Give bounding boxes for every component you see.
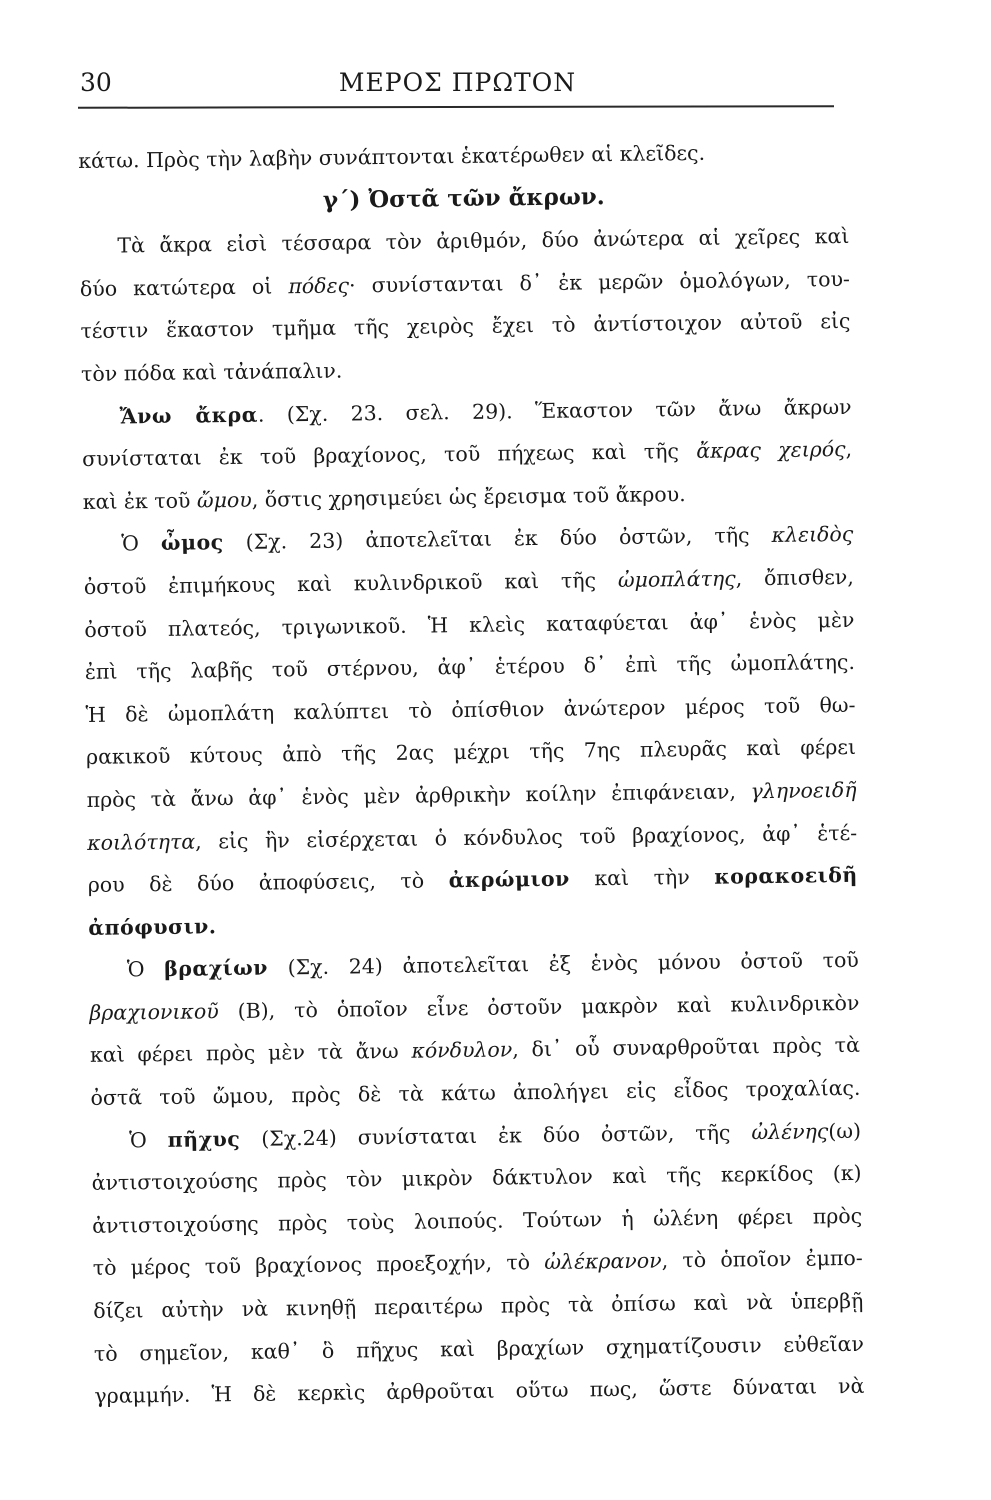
text-line: καὶ φέρει πρὸς μὲν τὰ ἄνω κόνδυλον, δι᾽ οὗ συναρθροῦται πρὸς τὰ — [89, 1033, 861, 1068]
header-rule — [78, 105, 834, 109]
text-line: ρακικοῦ κύτους ἀπὸ τῆς 2ας μέχρι τῆς 7ης πλευρᾶς καὶ φέρει — [85, 735, 857, 770]
text-line: τὸ σημεῖον, καθ᾽ ὃ πῆχυς καὶ βραχίων σχηματίζουσιν εὐθεῖαν — [93, 1331, 864, 1366]
text-line: συνίσταται ἐκ τοῦ βραχίονος, τοῦ πήχεως καὶ τῆς ἄκρας χειρός, — [82, 437, 853, 472]
text-line: καὶ ἐκ τοῦ ὤμου, ὅστις χρησιμεύει ὡς ἔρεισμα τοῦ ἄκρου. — [82, 481, 686, 514]
text-line: πρὸς τὰ ἄνω ἀφ᾽ ἑνὸς μὲν ἀρθρικὴν κοίλην ἐπιφάνειαν, γληνοειδῆ — [86, 777, 857, 812]
text-line: ὀστᾶ τοῦ ὤμου, πρὸς δὲ τὰ κάτω ἀπολήγει εἰς εἶδος τροχαλίας. — [90, 1075, 861, 1110]
text-line: ὀστοῦ ἐπιμήκους καὶ κυλινδρικοῦ καὶ τῆς ὠμοπλάτης, ὄπισθεν, — [83, 564, 854, 599]
text-line: ἀντιστοιχούσης πρὸς τὸν μικρὸν δάκτυλον καὶ τῆς κερκίδος (κ) — [91, 1161, 862, 1196]
page-header — [80, 68, 835, 108]
text-line: τέστιν ἕκαστον τμῆμα τῆς χειρὸς ἔχει τὸ ἀντίστοιχον αὐτοῦ εἰς — [80, 309, 851, 344]
text-line: ἀντιστοιχούσης πρὸς τοὺς λοιπούς. Τούτων ἡ ὠλένη φέρει πρὸς — [92, 1203, 863, 1238]
text-line: ὀστοῦ πλατεός, τριγωνικοῦ. Ἡ κλεὶς καταφύεται ἀφ᾽ ἑνὸς μὲν — [84, 607, 855, 642]
text-line: βραχιονικοῦ (Β), τὸ ὁποῖον εἶνε ὀστοῦν μακρὸν καὶ κυλινδρικὸν — [89, 990, 860, 1025]
section-heading: γ΄) Ὀστᾶ τῶν ἄκρων. — [322, 182, 605, 214]
text-line: Ἡ δὲ ὠμοπλάτη καλύπτει τὸ ὀπίσθιον ἀνώτερον μέρος τοῦ θω- — [85, 692, 856, 727]
text-line: γραμμήν. Ἡ δὲ κερκὶς ἀρθροῦται οὕτω πως, ὥστε δύναται νὰ — [94, 1374, 865, 1409]
text-line: τὸν πόδα καὶ τἀνάπαλιν. — [80, 358, 343, 386]
text-line: Ὁ βραχίων (Σχ. 24) ἀποτελεῖται ἐξ ἑνὸς μόνου ὀστοῦ τοῦ — [126, 948, 859, 982]
text-line: Ὁ πῆχυς (Σχ.24) συνίσταται ἐκ δύο ὀστῶν, τῆς ὠλένης(ω) — [128, 1118, 862, 1153]
page-body — [78, 130, 865, 1418]
running-head: ΜΕΡΟΣ ΠΡΩΤΟΝ — [338, 68, 577, 97]
text-line: δίζει αὐτὴν νὰ κινηθῇ περαιτέρω πρὸς τὰ ὀπίσω καὶ νὰ ὑπερβῇ — [93, 1288, 864, 1323]
text-line: κοιλότητα, εἰς ἣν εἰσέρχεται ὁ κόνδυλος τοῦ βραχίονος, ἀφ᾽ ἑτέ- — [87, 820, 858, 855]
text-line: τὸ μέρος τοῦ βραχίονος προεξοχήν, τὸ ὠλέκρανον, τὸ ὁποῖον ἐμπο- — [92, 1246, 863, 1281]
text-line: Ὁ ὦμος (Σχ. 23) ἀποτελεῖται ἐκ δύο ὀστῶν, τῆς κλειδὸς — [121, 522, 854, 556]
text-line: ἀπόφυσιν. — [88, 913, 217, 940]
text-line: κάτω. Πρὸς τὴν λαβὴν συνάπτονται ἑκατέρωθεν αἱ κλεῖδες. — [78, 140, 706, 173]
text-line: δύο κατώτερα οἱ πόδες· συνίστανται δ᾽ ἐκ μερῶν ὁμολόγων, του- — [79, 266, 851, 301]
text-line: Τὰ ἄκρα εἰσὶ τέσσαρα τὸν ἀριθμόν, δύο ἀνώτερα αἱ χεῖρες καὶ — [117, 224, 850, 258]
text-line: ρου δὲ δύο ἀποφύσεις, τὸ ἀκρώμιον καὶ τὴν κορακοειδῆ — [87, 862, 858, 898]
text-line: Ἄνω ἄκρα. (Σχ. 23. σελ. 29). Ἕκαστον τῶν ἄνω ἄκρων — [119, 394, 852, 429]
text-line: ἐπὶ τῆς λαβῆς τοῦ στέρνου, ἀφ᾽ ἑτέρου δ᾽ ἐπὶ τῆς ὠμοπλάτης. — [84, 650, 856, 685]
page-number: 30 — [80, 68, 112, 97]
